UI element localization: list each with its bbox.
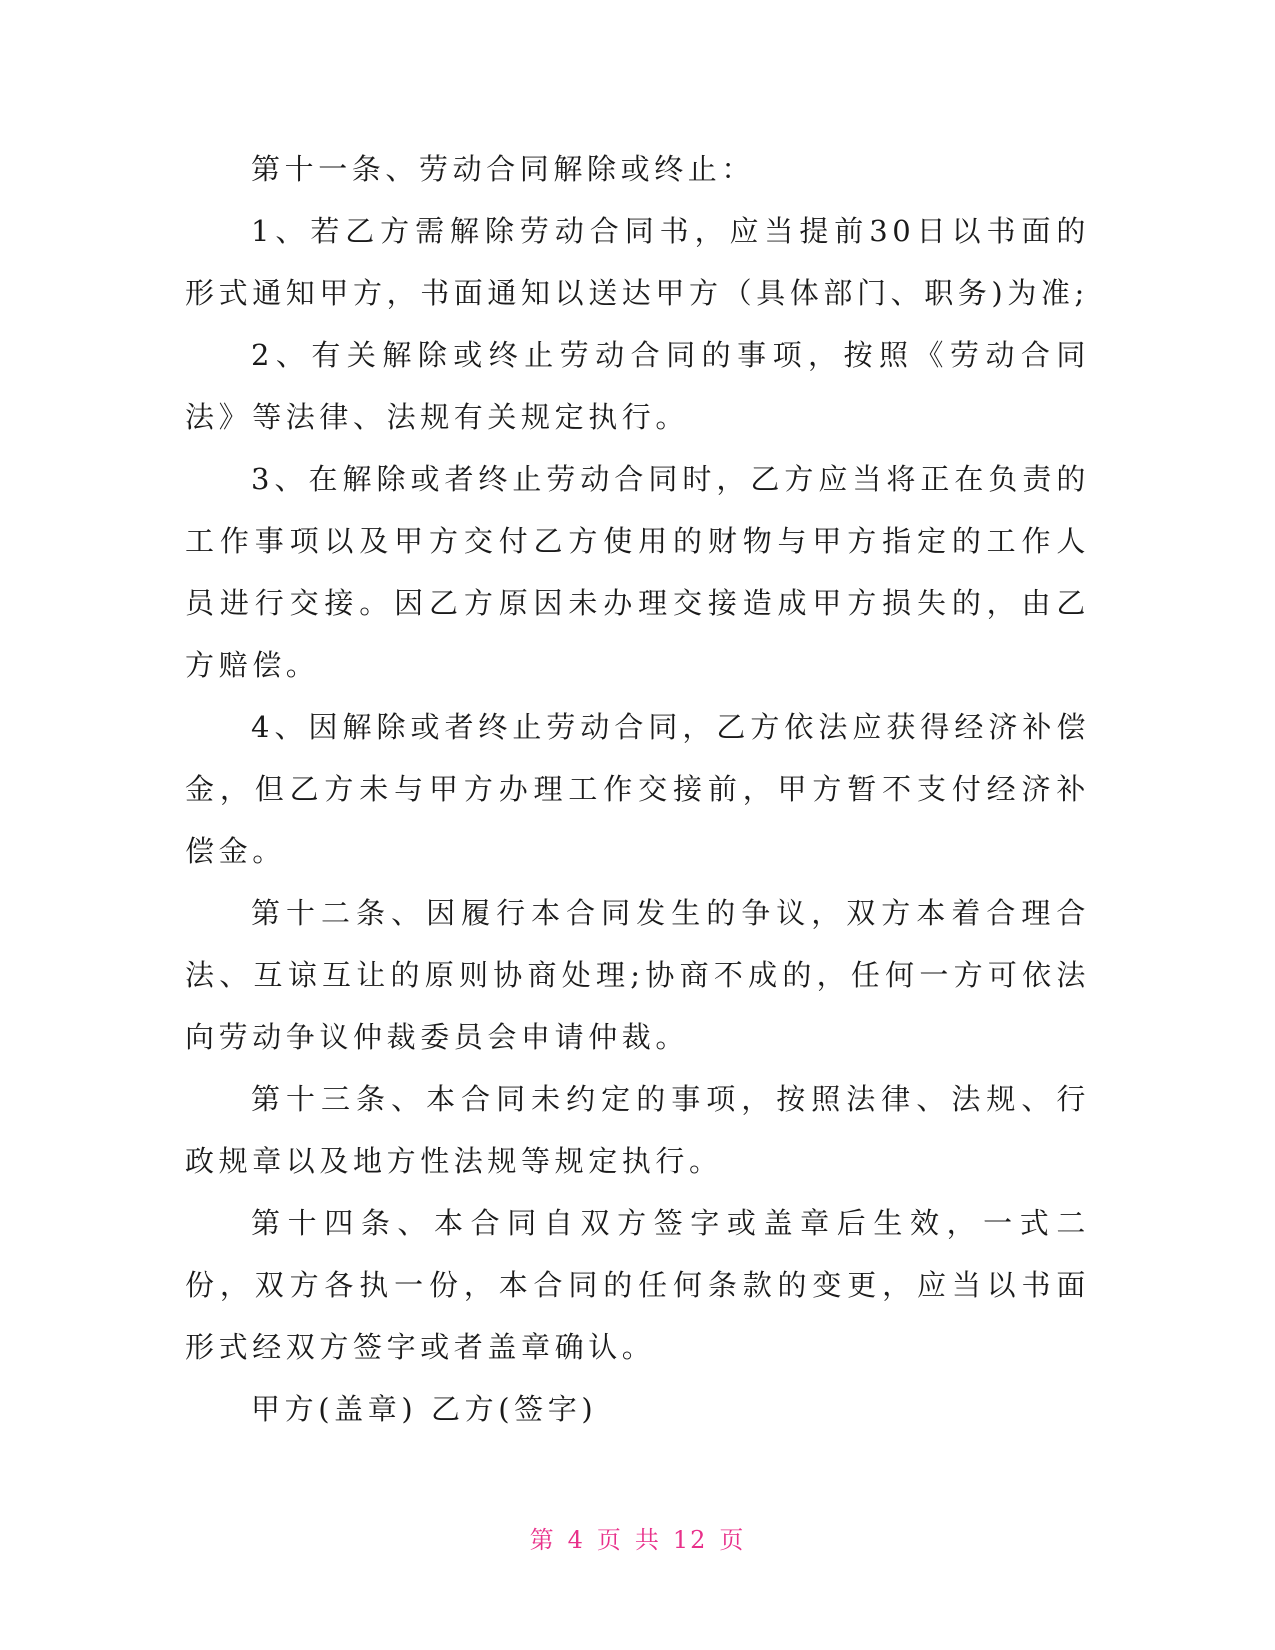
page-number-footer (0, 1520, 1275, 1555)
clause-11-item-3: 3、在解除或者终止劳动合同时，乙方应当将正在负责的工作事项以及甲方交付乙方使用的财物与甲方指定的工作人员进行交接。因乙方原因未办理交接造成甲方损失的，由乙方赔偿。 (185, 462, 1090, 682)
footer-prefix: 第 (529, 1526, 556, 1554)
clause-11-item-2: 2、有关解除或终止劳动合同的事项，按照《劳动合同法》等法律、法规有关规定执行。 (185, 338, 1090, 434)
footer-suffix: 页 (719, 1526, 746, 1554)
clause-13: 第十三条、本合同未约定的事项，按照法律、法规、行政规章以及地方性法规等规定执行。 (185, 1082, 1090, 1178)
clause-11-item-1: 1、若乙方需解除劳动合同书，应当提前30日以书面的形式通知甲方，书面通知以送达甲方（具体部门、职务)为准; (185, 214, 1090, 310)
clause-11-item-4: 4、因解除或者终止劳动合同，乙方依法应获得经济补偿金，但乙方未与甲方办理工作交接前，甲方暂不支付经济补偿金。 (185, 710, 1090, 868)
document-body (185, 138, 1090, 1440)
clause-12: 第十二条、因履行本合同发生的争议，双方本着合理合法、互谅互让的原则协商处理;协商不成的，任何一方可依法向劳动争议仲裁委员会申请仲裁。 (185, 896, 1090, 1054)
footer-total-word: 共 (634, 1526, 661, 1554)
signature-line: 甲方(盖章) 乙方(签字) (251, 1392, 598, 1426)
footer-total-pages: 12 (672, 1526, 708, 1554)
clause-11-heading: 第十一条、劳动合同解除或终止： (251, 152, 756, 186)
footer-current-page: 4 (567, 1526, 585, 1554)
footer-page-word: 页 (596, 1526, 623, 1554)
clause-14: 第十四条、本合同自双方签字或盖章后生效，一式二份，双方各执一份，本合同的任何条款的变更，应当以书面形式经双方签字或者盖章确认。 (185, 1206, 1090, 1364)
